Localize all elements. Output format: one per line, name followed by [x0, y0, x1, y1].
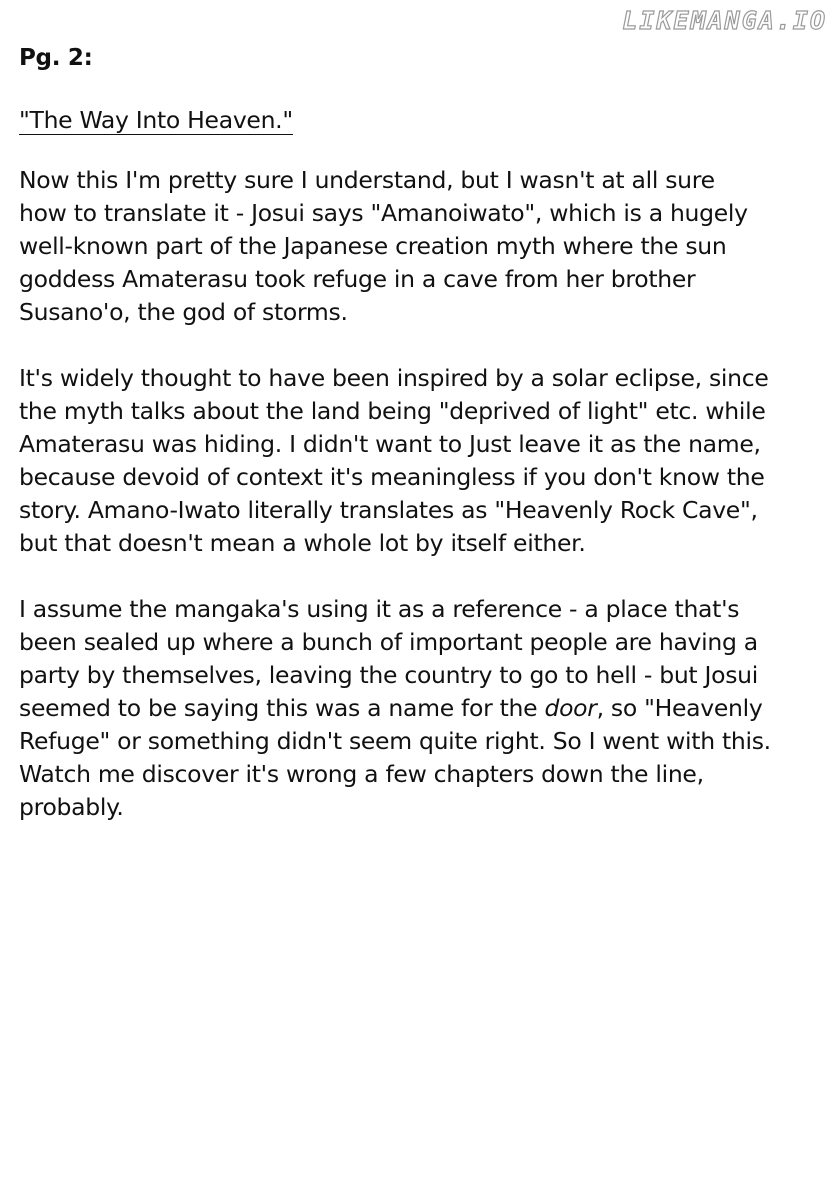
paragraph-line: Amaterasu was hiding. I didn't want to Just leave it as the name,	[19, 430, 761, 458]
page-heading: Pg. 2:	[19, 45, 93, 71]
paragraph-line: Refuge" or something didn't seem quite right. So I went with this.	[19, 727, 771, 755]
paragraph-3	[19, 593, 819, 824]
translation-notes-page	[19, 42, 819, 857]
section-title: "The Way Into Heaven."	[19, 106, 293, 134]
paragraph-line: because devoid of context it's meaningless if you don't know the	[19, 463, 765, 491]
paragraph-2	[19, 362, 819, 560]
paragraph-line: Susano'o, the god of storms.	[19, 298, 348, 326]
paragraph-line: been sealed up where a bunch of important people are having a	[19, 628, 758, 656]
paragraph-line: the myth talks about the land being "deprived of light" etc. while	[19, 397, 766, 425]
site-watermark: LIKEMANGA.IO	[622, 6, 827, 35]
paragraph-line: It's widely thought to have been inspired by a solar eclipse, since	[19, 364, 769, 392]
paragraph-line: goddess Amaterasu took refuge in a cave from her brother	[19, 265, 696, 293]
paragraph-line: Now this I'm pretty sure I understand, but I wasn't at all sure	[19, 166, 715, 194]
paragraph-line: probably.	[19, 793, 124, 821]
paragraph-line: but that doesn't mean a whole lot by itself either.	[19, 529, 586, 557]
emphasis-door: door	[544, 694, 597, 722]
line-lead: seemed to be saying this was a name for the	[19, 694, 545, 722]
paragraph-line: Watch me discover it's wrong a few chapters down the line,	[19, 760, 704, 788]
paragraph-line: well-known part of the Japanese creation myth where the sun	[19, 232, 727, 260]
paragraph-line: how to translate it - Josui says "Amanoiwato", which is a hugely	[19, 199, 748, 227]
paragraph-line: I assume the mangaka's using it as a reference - a place that's	[19, 595, 740, 623]
line-tail: , so "Heavenly	[596, 694, 763, 722]
paragraph-line: party by themselves, leaving the country to go to hell - but Josui	[19, 661, 758, 689]
paragraph-line-with-emphasis	[19, 692, 819, 725]
section-title-wrap	[19, 104, 819, 164]
paragraph-line: story. Amano-Iwato literally translates as "Heavenly Rock Cave",	[19, 496, 758, 524]
paragraph-1	[19, 164, 819, 329]
